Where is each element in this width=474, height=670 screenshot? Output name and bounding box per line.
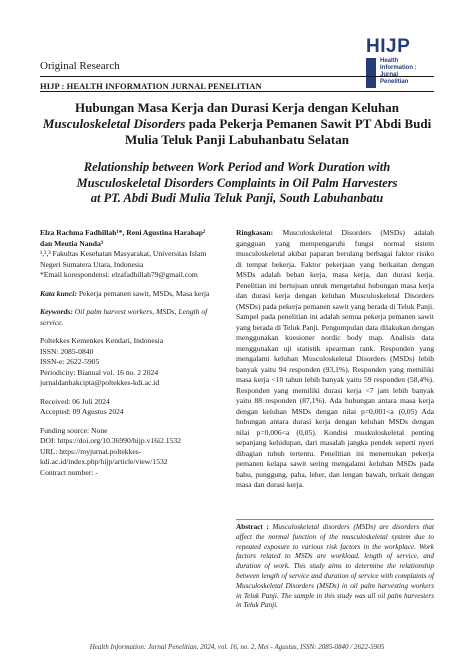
section-label: Original Research: [40, 60, 120, 72]
url-line1[interactable]: URL: https://myjurnal.poltekkes-: [40, 446, 142, 456]
ringkasan-block: Ringkasan: Musculoskeletal Disorders (MSDs) adalah gangguan yang mempengaruhi fungsi normal sistem musculoskeletal akibat paparan berulang berbagai faktor risiko di tempat bekerja. Faktor pekerjaan yang berkaitan dengan MSDs adalah beban kerja, masa kerja, dan durasi kerja. Penelitian ini bertujuan untuk mengetahui hubungan masa kerja dan durasi kerja dengan keluhan Musculoskeletal Disorders (MSDs) pada pekerja pemanen sawit yang berada di Teluk Panji. Sampel pada penelitian ini adalah semua pekerja pemanen sawit yang berada di Teluk Panji. Pengumpulan data dilakukan dengan menggunakan kuesioner nordic body map. Analisis data menggunakan uji statistik spearman rank. Responden yang mengalami keluhan Musculoskeletal Disorders (MSDs) lebih banyak yaitu 94 responden (93,1%). Responden yang memiliki masa kerja <10 tahun lebih banyak yaitu 59 responden (58,4%). Responden yang memiliki durasi kerja <7 jam lebih banyak yaitu 88 responden (87,1%). Ada hubungan antara masa kerja dengan keluhan MSDs dengan nilai p=0,001<a (0,05) Ada hubungan antara durasi kerja dengan keluhan MSDs dengan nilai p=0,006<a (0,05). Kondisi muskuloskeletal penting sepanjang kehidupan, dari masalah jangka pendek seperti nyeri dibagian tubuh tertentu. Penelitian ini menemukan pekerja pemanen kelapa sawit sering mengalami keluhan MSDs pada bahu, punggung, paha, leher, dan lengan bawah, terkait dengan masa dan durasi kerja.: [236, 228, 434, 489]
left-column: [40, 228, 220, 478]
keywords: Keywords: Oil palm harvest workers, MSDs, Length of service.: [40, 307, 208, 327]
page-footer: Health Information: Jurnal Penelitian, 2024, vol. 16, no. 2, Mei - Agustus, ISSN: 2085-0840 / 2622-5905: [89, 643, 385, 651]
accepted-date: Accepted: 09 Agustus 2024: [40, 407, 124, 416]
correspondence-email: *Email korespondensi: elzafadhillah79@gmail.com: [40, 270, 198, 279]
contract-number: Contract number: -: [40, 467, 98, 477]
affiliation: ¹,²,³ Fakultas Kesehatan Masyarakat, Universitas Islam Negeri Sumatera Utara, Indonesia: [40, 249, 207, 269]
title-english: Relationship between Work Period and Work Duration with Musculoskeletal Disorders Complaints in Oil Palm Harvesters at PT. Abdi Budi Mulia Teluk Panji, South Labuhanbatu: [76, 160, 398, 205]
eissn: ISSN-e: 2622-5905: [40, 357, 100, 366]
publisher-name: Poltekkes Kemenkes Kendari, Indonesia: [40, 336, 164, 345]
received-date: Received: 06 Juli 2024: [40, 396, 110, 406]
logo-subtitle: Health Information : Jurnal Penelitian: [380, 58, 417, 85]
divider: [40, 91, 434, 92]
periodicity: Periodicity: Bianual vol. 16 no. 2 2024: [40, 367, 159, 377]
abstract-block: Abstract : Musculoskeletal disorders (MSDs) are disorders that affect the normal function of the musculoskeletal system due to repeated exposure to various risk factors in the workplace. Work factors related to MSDs are workload, length of service, and duration of work. This study aims to determine the relationship between length of service and duration of service with complaints of Musculoskeletal Disorders (MSDs) in oil palm harvesting workers in Teluk Panji. The sample in this study was all oil palm harvesters in Teluk Panji.: [236, 519, 434, 611]
kata-kunci: Kata kunci: Pekerja pemanen sawit, MSDs, Masa kerja: [40, 288, 210, 298]
doi-link[interactable]: DOI: https://doi.org/10.36990/hijp.v16i2.1532: [40, 436, 181, 445]
url-line2[interactable]: kdi.ac.id/index.php/hijp/article/view/1532: [40, 457, 168, 466]
funding-source: Funding source: None: [40, 425, 108, 435]
publisher-email[interactable]: jurnaldanhakcipta@poltekkes-kdi.ac.id: [40, 378, 160, 387]
journal-band: HIJP : HEALTH INFORMATION JURNAL PENELITIAN: [40, 76, 434, 91]
issn: ISSN: 2085-0840: [40, 346, 94, 356]
authors-line1: Elza Rachma Fadhillah¹*, Reni Agustina Harahap²: [40, 228, 206, 237]
title-indonesian: Hubungan Masa Kerja dan Durasi Kerja dengan Keluhan Musculoskeletal Disorders pada Pekerja Pemanen Sawit PT Abdi Budi Mulia Teluk Panji Labuhanbatu Selatan: [42, 100, 432, 147]
authors-line2: dan Meutia Nanda³: [40, 238, 104, 248]
logo-abbr: HIJP: [366, 36, 411, 57]
